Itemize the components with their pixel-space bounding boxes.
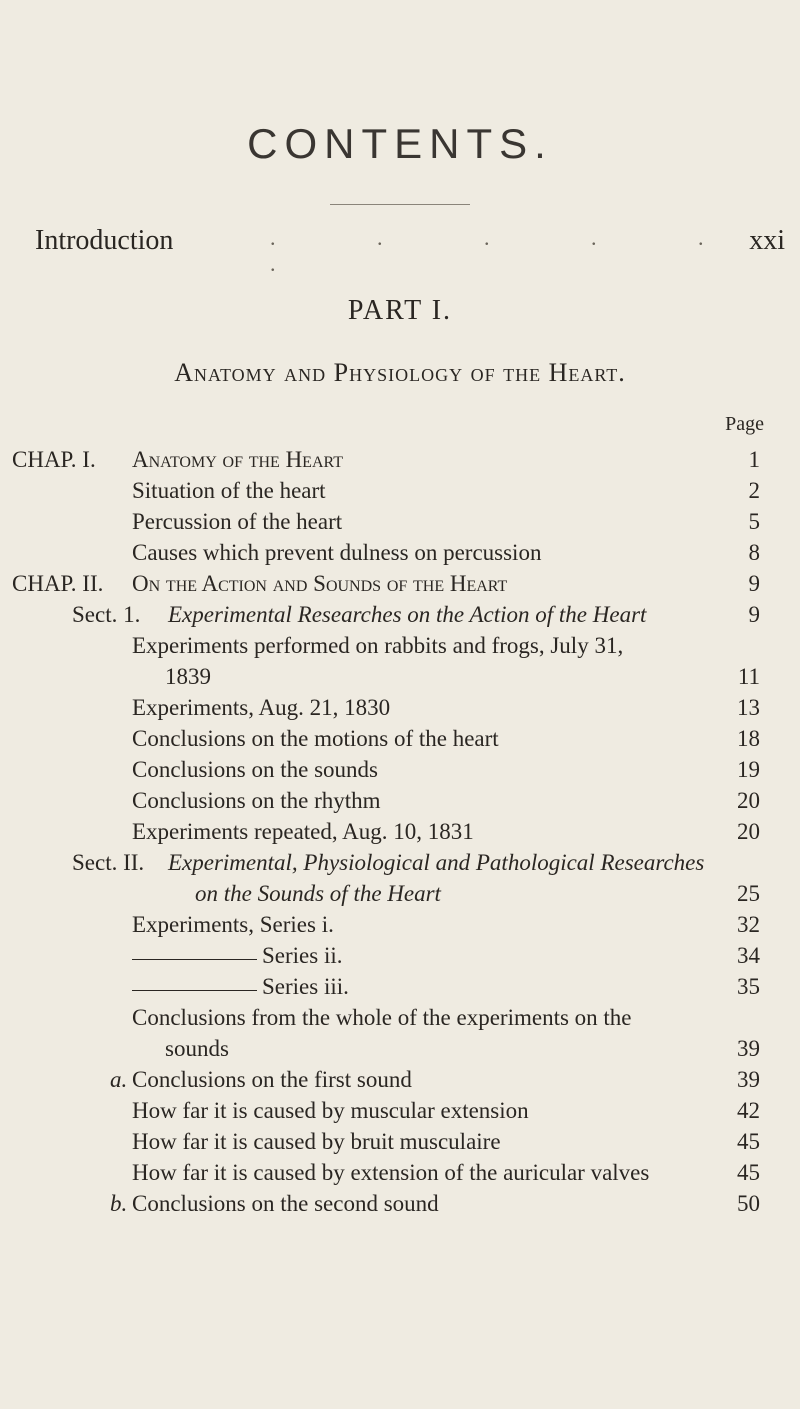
toc-row xyxy=(0,850,800,880)
entry-page: 45 xyxy=(737,1160,760,1185)
entry-text: Situation of the heart xyxy=(132,478,326,503)
section-label: Sect. 1. xyxy=(72,602,141,627)
title-rule xyxy=(330,204,470,205)
entry-text: Conclusions on the sounds xyxy=(132,757,378,782)
entry-page: 5 xyxy=(748,509,760,534)
entry-text: Experiments repeated, Aug. 10, 1831 xyxy=(132,819,474,844)
section-label: Sect. II. xyxy=(72,850,145,875)
toc-row xyxy=(0,571,800,601)
ditto-rule xyxy=(132,990,257,991)
entry-page: 1 xyxy=(748,447,760,472)
toc-row xyxy=(0,1191,800,1221)
entry-text: 1839 xyxy=(165,664,211,689)
entry-text: How far it is caused by bruit musculaire xyxy=(132,1129,501,1154)
entry-text: Causes which prevent dulness on percussion xyxy=(132,540,542,565)
entry-page: 2 xyxy=(748,478,760,503)
toc-row xyxy=(0,1129,800,1159)
page-column-heading: Page xyxy=(725,413,764,435)
contents-title: CONTENTS. xyxy=(247,120,553,167)
intro-label: Introduction xyxy=(35,225,174,256)
entry-page: 8 xyxy=(748,540,760,565)
toc-row xyxy=(0,1160,800,1190)
toc-row xyxy=(0,788,800,818)
entry-page: 32 xyxy=(737,912,760,937)
entry-page: 42 xyxy=(737,1098,760,1123)
toc-row xyxy=(0,881,800,911)
entry-page: 9 xyxy=(748,571,760,596)
entry-text: on the Sounds of the Heart xyxy=(195,881,441,906)
entry-page: 34 xyxy=(737,943,760,968)
entry-text: sounds xyxy=(165,1036,229,1061)
entry-page: 20 xyxy=(737,819,760,844)
subsection-label: a. xyxy=(110,1067,128,1092)
entry-page: 9 xyxy=(748,602,760,627)
toc-row xyxy=(0,695,800,725)
toc-row xyxy=(0,540,800,570)
entry-text: Experimental Researches on the Action of the Heart xyxy=(168,602,647,627)
entry-text: On the Action and Sounds of the Heart xyxy=(132,571,508,596)
entry-text: Percussion of the heart xyxy=(132,509,343,534)
intro-leader: . . . . . . xyxy=(270,225,752,276)
entry-text: Series iii. xyxy=(262,974,349,999)
entry-page: 13 xyxy=(737,695,760,720)
toc-row xyxy=(0,1067,800,1097)
chapter-label: CHAP. I. xyxy=(12,447,96,472)
entry-page: 25 xyxy=(737,881,760,906)
toc-row xyxy=(0,1098,800,1128)
toc-row xyxy=(0,974,800,1004)
toc-row xyxy=(0,447,800,477)
toc-row xyxy=(0,664,800,694)
entry-page: 39 xyxy=(737,1067,760,1092)
entry-page: 39 xyxy=(737,1036,760,1061)
toc-row xyxy=(0,478,800,508)
entry-text: Experiments, Series i. xyxy=(132,912,334,937)
toc-row xyxy=(0,757,800,787)
toc-row xyxy=(0,602,800,632)
toc-row xyxy=(0,509,800,539)
part-heading: PART I. xyxy=(347,295,453,326)
ditto-rule xyxy=(132,959,257,960)
entry-page: 11 xyxy=(737,664,760,689)
entry-page: 18 xyxy=(737,726,760,751)
entry-text: Conclusions on the rhythm xyxy=(132,788,381,813)
entry-page: 50 xyxy=(737,1191,760,1216)
entry-text: Anatomy of the Heart xyxy=(132,447,343,472)
toc-row xyxy=(0,912,800,942)
entry-text: Conclusions on the first sound xyxy=(132,1067,412,1092)
entry-text: How far it is caused by extension of the auricular valves xyxy=(132,1160,650,1185)
toc-row xyxy=(0,633,800,663)
toc-row xyxy=(0,1005,800,1035)
toc-row xyxy=(0,943,800,973)
entry-text: Experimental, Physiological and Pathological Researches xyxy=(168,850,705,875)
entry-text: Conclusions on the motions of the heart xyxy=(132,726,499,751)
subsection-label: b. xyxy=(110,1191,128,1216)
entry-page: 45 xyxy=(737,1129,760,1154)
chapter-label: CHAP. II. xyxy=(12,571,104,596)
entry-text: Conclusions from the whole of the experiments on the xyxy=(132,1005,632,1030)
entry-page: 35 xyxy=(737,974,760,999)
toc-row xyxy=(0,726,800,756)
toc-row xyxy=(0,819,800,849)
entry-text: Series ii. xyxy=(262,943,343,968)
entry-text: Experiments performed on rabbits and frogs, July 31, xyxy=(132,633,624,658)
entry-text: Conclusions on the second sound xyxy=(132,1191,439,1216)
entry-text: How far it is caused by muscular extension xyxy=(132,1098,529,1123)
intro-entry xyxy=(35,225,785,276)
entry-text: Experiments, Aug. 21, 1830 xyxy=(132,695,391,720)
entry-page: 19 xyxy=(737,757,760,782)
toc-row xyxy=(0,1036,800,1066)
part-subtitle: Anatomy and Physiology of the Heart. xyxy=(174,358,626,387)
entry-page: 20 xyxy=(737,788,760,813)
intro-page: xxi xyxy=(749,225,785,256)
